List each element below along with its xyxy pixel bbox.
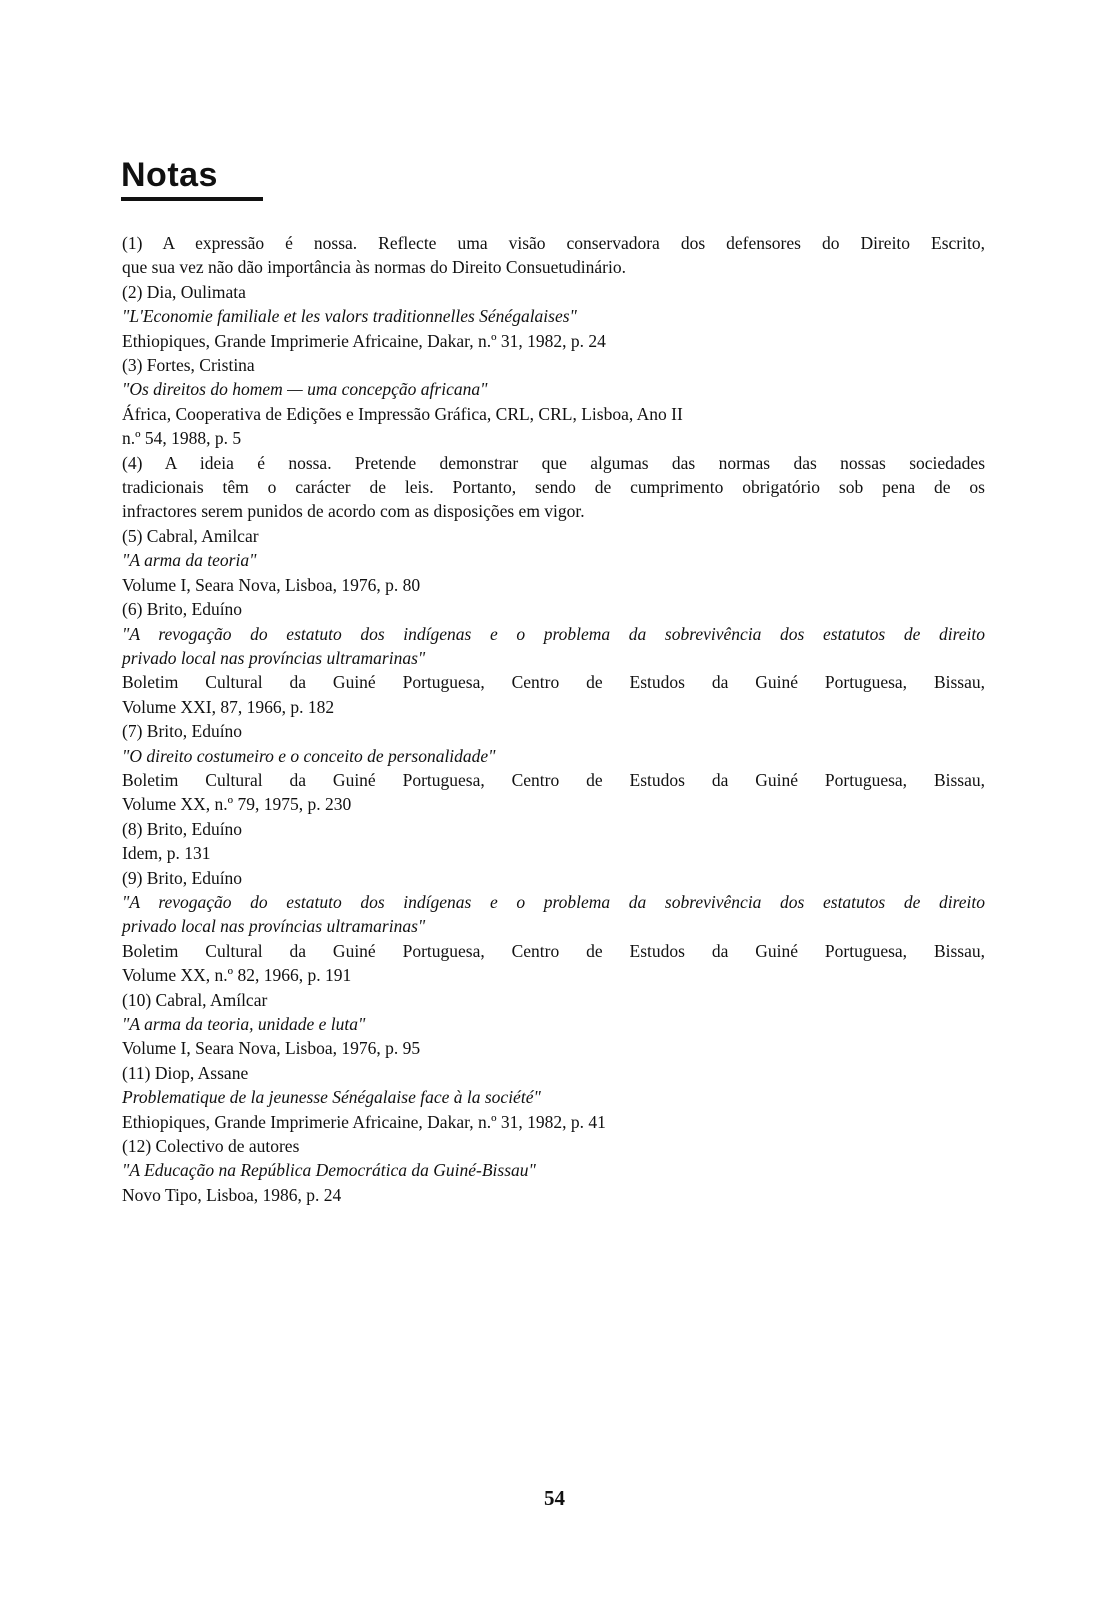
note-entry <box>122 524 985 597</box>
note-entry <box>122 597 985 719</box>
note-line: "A arma da teoria, unidade e luta" <box>122 1014 366 1034</box>
note-line: "A Educação na República Democrática da Guiné-Bissau" <box>122 1160 536 1181</box>
note-first-line: (4) A ideia é nossa. Pretende demonstrar que algumas das normas das nossas sociedades <box>122 452 985 473</box>
note-first-line: (1) A expressão é nossa. Reflecte uma visão conservadora dos defensores do Direito Escrito, <box>122 233 985 253</box>
note-line: Novo Tipo, Lisboa, 1986, p. 24 <box>122 1184 342 1205</box>
note-line: Idem, p. 131 <box>122 843 211 864</box>
note-line: Volume XX, n.º 82, 1966, p. 191 <box>122 965 352 986</box>
note-line: infractores serem punidos de acordo com as disposições em vigor. <box>122 501 585 522</box>
note-line: "A arma da teoria" <box>122 550 257 571</box>
note-first-line: (2) Dia, Oulimata <box>122 281 246 302</box>
note-entry <box>122 988 985 1061</box>
note-line: "A revogação do estatuto dos indígenas e o problema da sobrevivência dos estatutos de direito <box>122 623 985 644</box>
note-line: "L'Economie familiale et les valors traditionnelles Sénégalaises" <box>122 306 577 327</box>
note-first-line: (9) Brito, Eduíno <box>122 867 243 888</box>
note-line: "O direito costumeiro e o conceito de personalidade" <box>122 745 496 766</box>
note-first-line: (11) Diop, Assane <box>122 1062 249 1083</box>
note-first-line: (6) Brito, Eduíno <box>122 599 243 620</box>
note-line: África, Cooperativa de Edições e Impressão Gráfica, CRL, CRL, Lisboa, Ano II <box>122 403 683 424</box>
note-line: Boletim Cultural da Guiné Portuguesa, Centro de Estudos da Guiné Portuguesa, Bissau, <box>122 769 985 790</box>
note-line: Volume XX, n.º 79, 1975, p. 230 <box>122 794 352 815</box>
note-entry <box>122 1134 985 1207</box>
note-line: privado local nas províncias ultramarinas" <box>122 647 426 668</box>
note-first-line: (10) Cabral, Amílcar <box>122 989 268 1010</box>
notes-list <box>122 231 985 1207</box>
note-entry <box>122 451 985 524</box>
note-line: privado local nas províncias ultramarinas" <box>122 916 426 937</box>
note-line: Ethiopiques, Grande Imprimerie Africaine, Dakar, n.º 31, 1982, p. 24 <box>122 330 606 351</box>
note-entry <box>122 866 985 988</box>
heading-underline <box>121 155 263 201</box>
note-line: Volume XXI, 87, 1966, p. 182 <box>122 696 335 717</box>
note-line: Boletim Cultural da Guiné Portuguesa, Centro de Estudos da Guiné Portuguesa, Bissau, <box>122 940 985 961</box>
note-line: tradicionais têm o carácter de leis. Portanto, sendo de cumprimento obrigatório sob pena de os <box>122 477 985 498</box>
note-first-line: (5) Cabral, Amilcar <box>122 525 259 546</box>
note-entry <box>122 1061 985 1134</box>
note-line: "Os direitos do homem — uma concepção africana" <box>122 379 488 400</box>
note-line: Ethiopiques, Grande Imprimerie Africaine, Dakar, n.º 31, 1982, p. 41 <box>122 1111 606 1132</box>
note-line: Boletim Cultural da Guiné Portuguesa, Centro de Estudos da Guiné Portuguesa, Bissau, <box>122 672 985 693</box>
page-number: 54 <box>544 1486 565 1510</box>
note-entry <box>122 280 985 353</box>
note-first-line: (7) Brito, Eduíno <box>122 721 243 742</box>
note-line: "A revogação do estatuto dos indígenas e o problema da sobrevivência dos estatutos de direito <box>122 891 985 912</box>
note-entry <box>122 353 985 451</box>
note-entry <box>122 231 985 280</box>
note-entry <box>122 719 985 817</box>
page-title: Notas <box>121 156 218 194</box>
note-line: Volume I, Seara Nova, Lisboa, 1976, p. 95 <box>122 1038 421 1059</box>
note-line: Problematique de la jeunesse Sénégalaise face à la société" <box>122 1087 541 1108</box>
note-line: que sua vez não dão importância às normas do Direito Consuetudinário. <box>122 257 626 278</box>
note-first-line: (12) Colectivo de autores <box>122 1136 300 1157</box>
note-line: Volume I, Seara Nova, Lisboa, 1976, p. 80 <box>122 574 421 595</box>
note-first-line: (8) Brito, Eduíno <box>122 818 243 839</box>
note-first-line: (3) Fortes, Cristina <box>122 355 255 376</box>
note-line: n.º 54, 1988, p. 5 <box>122 428 242 449</box>
note-entry <box>122 817 985 866</box>
